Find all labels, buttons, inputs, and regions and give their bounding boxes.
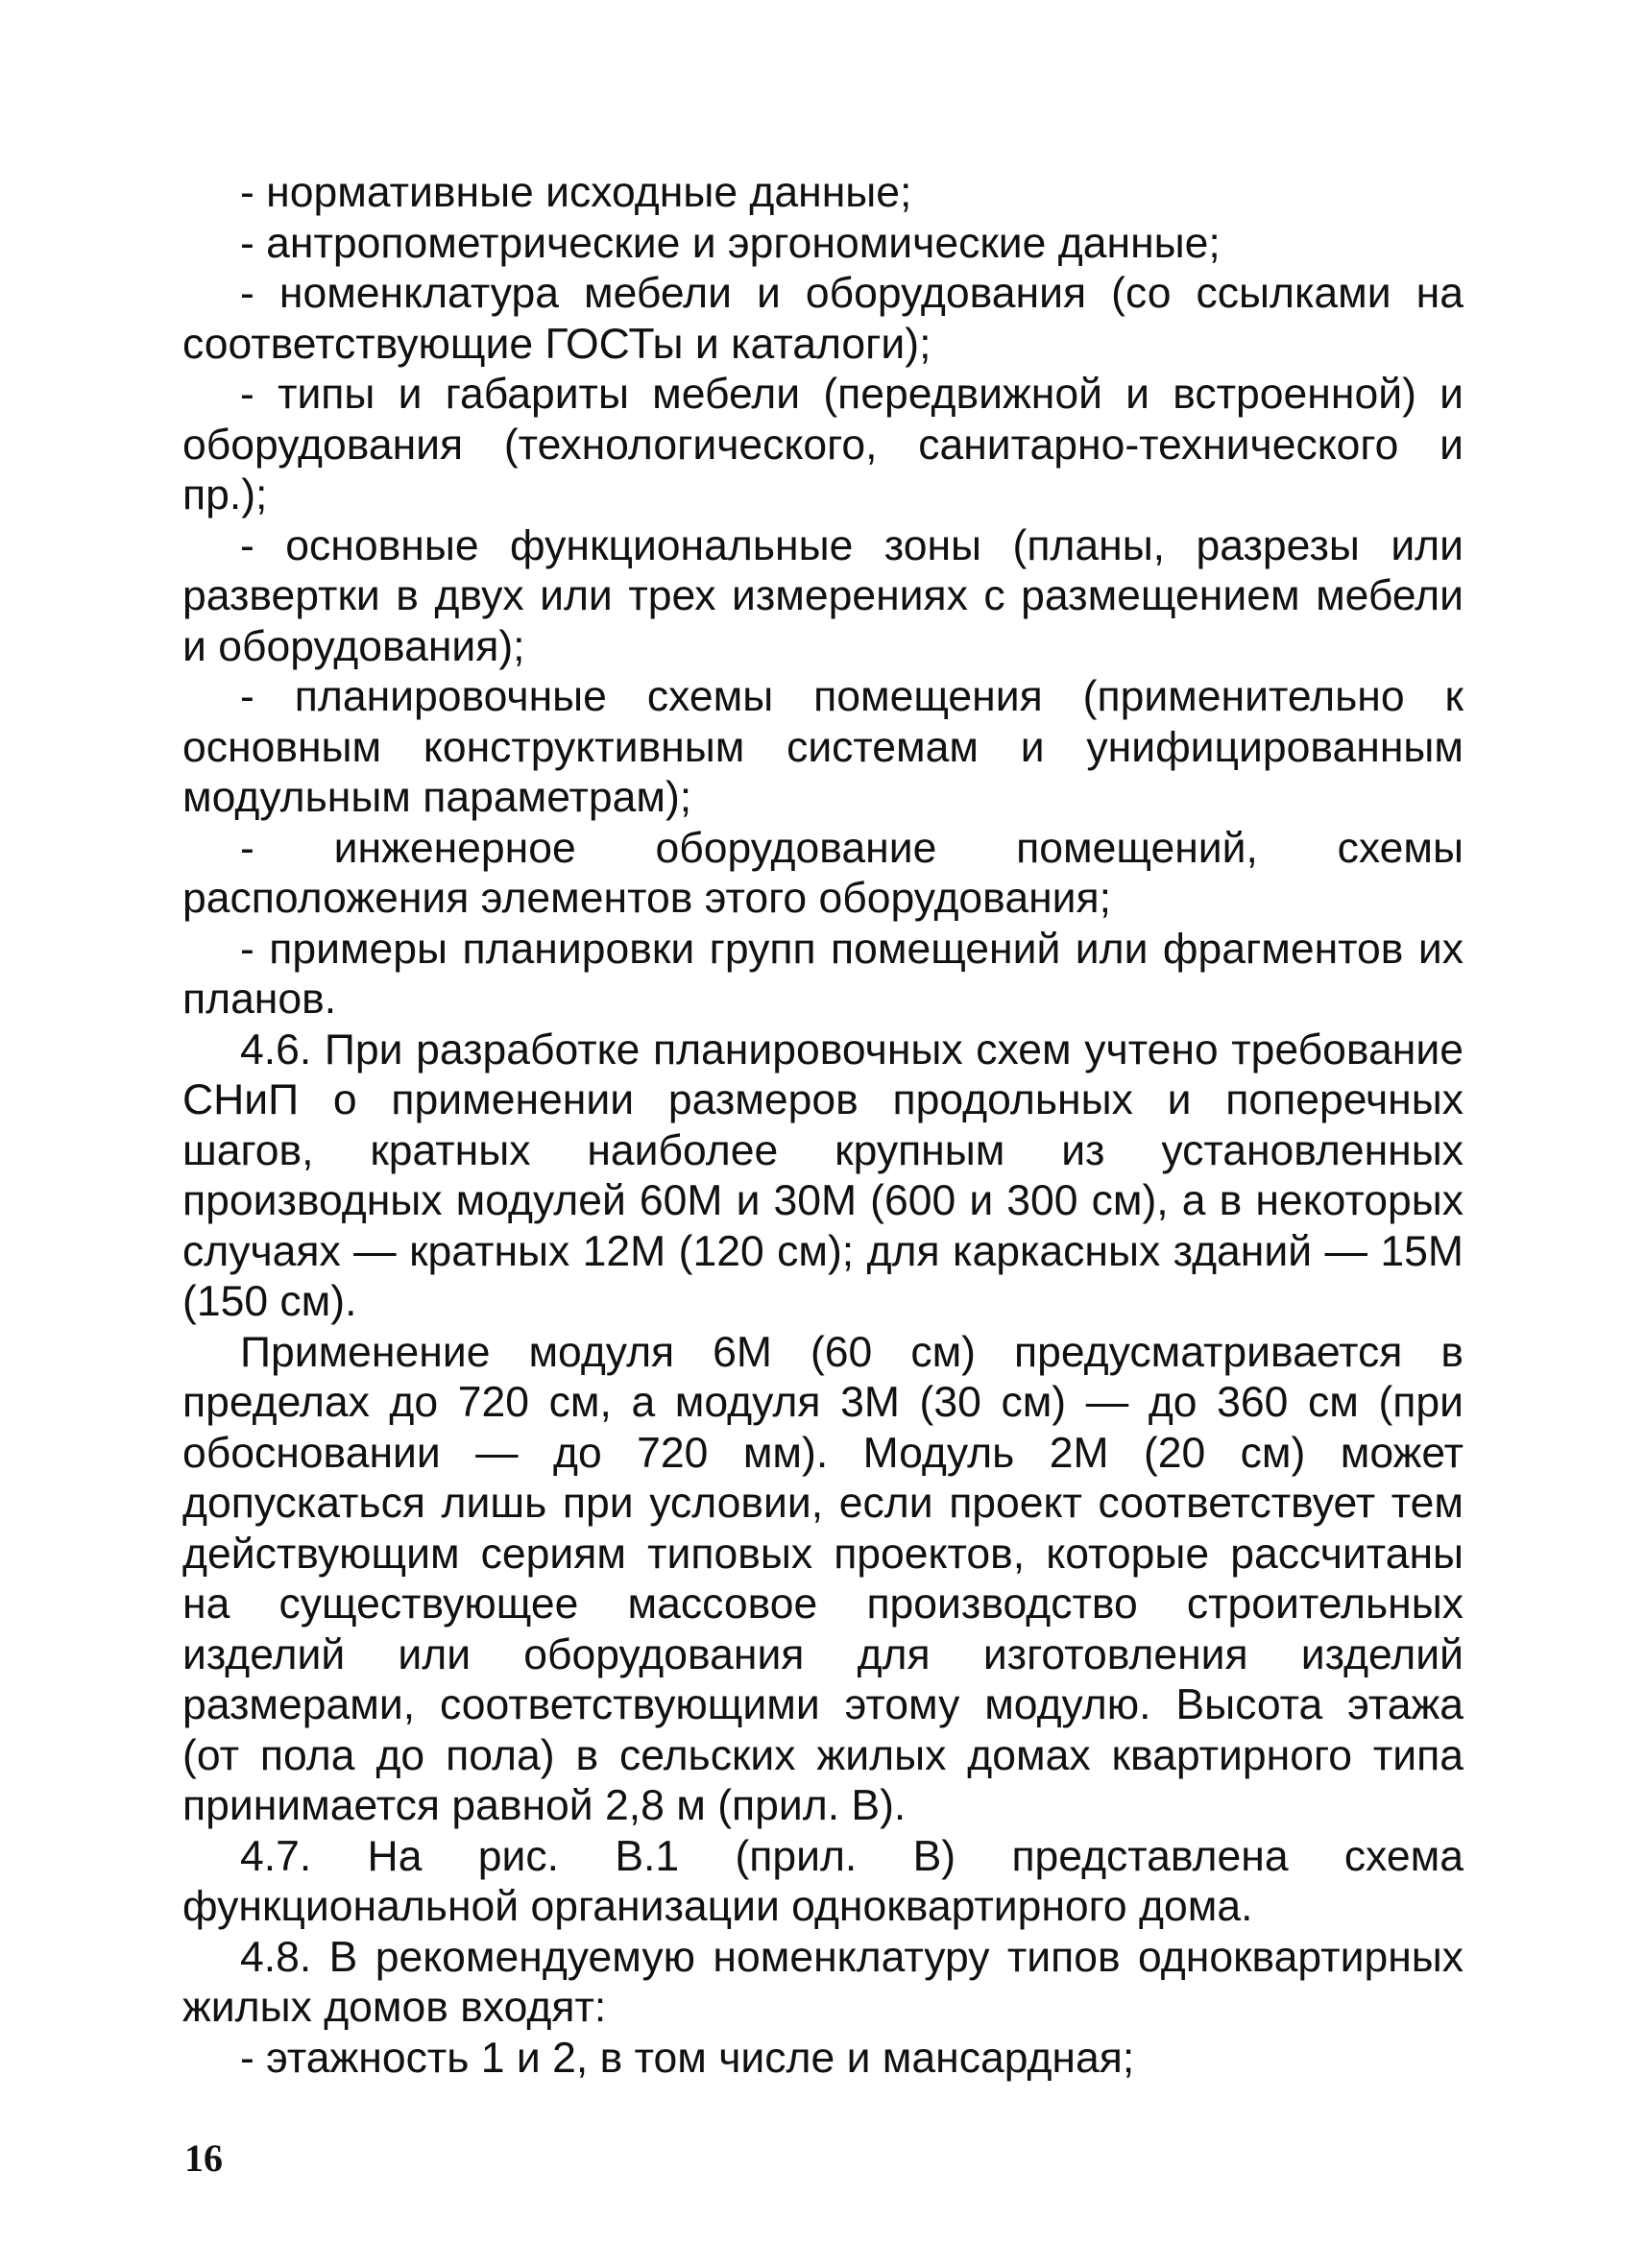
list-item-functional-zones: - основные функциональные зоны (планы, разрезы или развертки в двух или трех измерениях с размещением мебели и оборудования);: [182, 521, 1464, 670]
list-item-engineering-equipment: - инженерное оборудование помещений, схемы расположения элементов этого оборудования;: [182, 824, 1464, 922]
list-item-planning-examples: - примеры планировки групп помещений или фрагментов их планов.: [182, 925, 1464, 1023]
list-item-furniture-nomenclature: - номенклатура мебели и оборудования (со ссылками на соответствующие ГОСТы и каталоги);: [182, 270, 1464, 368]
paragraph-module-application: Применение модуля 6М (60 см) предусматривается в пределах до 720 см, а модуля 3М (30 см) — до 360 см (при обосновании — до 720 мм). Модуль 2М (20 см) может допускаться лишь при условии, если проект соответствует тем действующим сериям типовых проектов, которые рассчитаны на существующее массовое производство строительных изделий или оборудования для изготовления изделий размерами, соответствующими этому модулю. Высота этажа (от пола до пола) в сельских жилых домах квартирного типа принимается равной 2,8 м (прил. В).: [182, 1328, 1464, 1829]
paragraph-4-8: 4.8. В рекомендуемую номенклатуру типов одноквартирных жилых домов входят:: [182, 1933, 1464, 2031]
page-number: 16: [184, 2136, 223, 2180]
list-item-anthropometric-data: - антропометрические и эргономические данные;: [240, 219, 1221, 267]
list-item-planning-schemes: - планировочные схемы помещения (применительно к основным конструктивным системам и унифицированным модульным параметрам);: [182, 673, 1464, 821]
list-item-storeys: - этажность 1 и 2, в том числе и мансардная;: [240, 2034, 1135, 2082]
paragraph-4-6: 4.6. При разработке планировочных схем учтено требование СНиП о применении размеров продольных и поперечных шагов, кратных наиболее крупным из установленных производных модулей 60М и 30М (600 и 300 см), а в некоторых случаях — кратных 12М (120 см); для каркасных зданий — 15М (150 см).: [182, 1025, 1464, 1325]
paragraph-4-7: 4.7. На рис. В.1 (прил. В) представлена схема функциональной организации одноквартирного дома.: [182, 1832, 1464, 1930]
list-item-normative-data: - нормативные исходные данные;: [240, 169, 912, 216]
list-item-furniture-types: - типы и габариты мебели (передвижной и встроенной) и оборудования (технологического, санитарно-технического и пр.);: [182, 371, 1464, 519]
page-body: [182, 168, 1464, 2084]
